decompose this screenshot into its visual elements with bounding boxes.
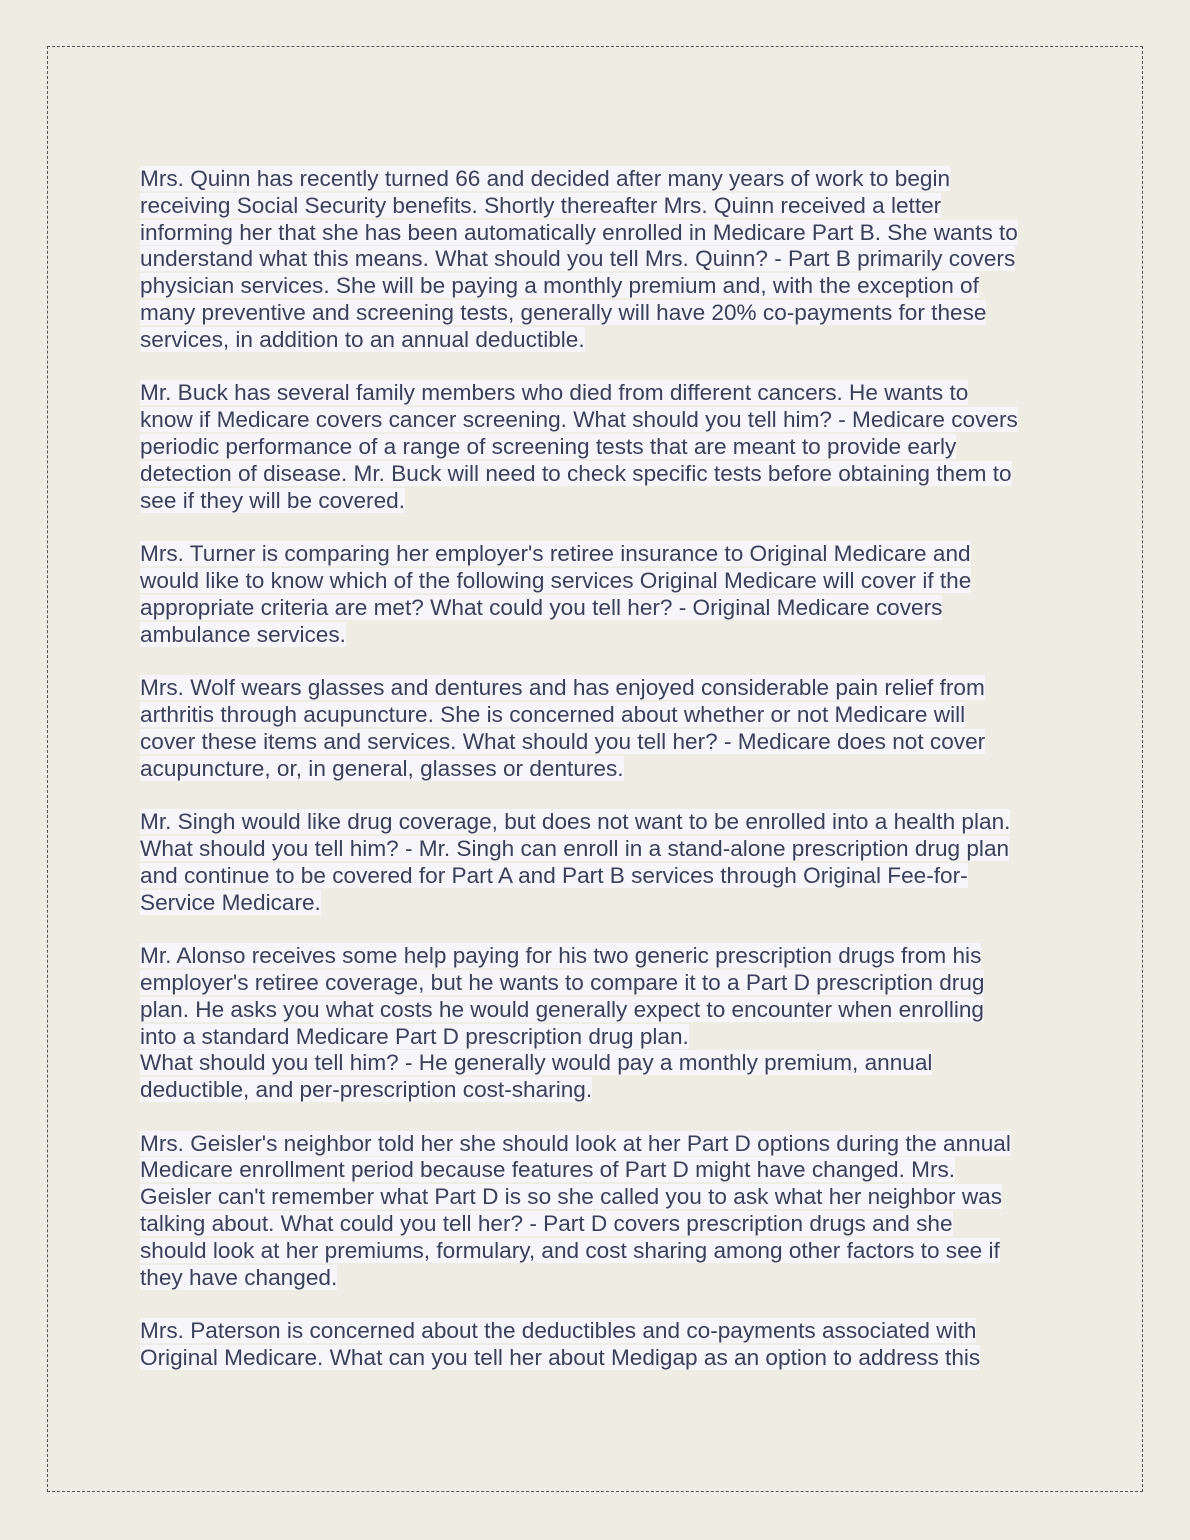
text-line (140, 595, 1055, 622)
text-line-content: Geisler can't remember what Part D is so she called you to ask what her neighbor was (140, 1184, 1003, 1210)
text-line (140, 890, 1055, 917)
text-line (140, 434, 1055, 461)
text-line-content: cover these items and services. What should you tell her? - Medicare does not cover (140, 728, 986, 754)
text-line (140, 246, 1055, 273)
text-line-content: periodic performance of a range of screening tests that are meant to provide early (140, 433, 957, 459)
text-line-content: What should you tell him? - He generally would pay a monthly premium, annual (140, 1050, 933, 1076)
text-line (140, 1024, 1055, 1051)
text-line-content: would like to know which of the following services Original Medicare will cover if the (140, 567, 972, 593)
text-line (140, 220, 1055, 247)
text-line (140, 1184, 1055, 1211)
text-line-content: they have changed. (140, 1264, 338, 1290)
text-line-content: understand what this means. What should you tell Mrs. Quinn? - Part B primarily covers (140, 246, 1016, 272)
text-line (140, 863, 1055, 890)
paragraph (140, 809, 1055, 916)
text-line (140, 1050, 1055, 1077)
text-line-content: Medicare enrollment period because features of Part D might have changed. Mrs. (140, 1157, 956, 1183)
paragraph (140, 675, 1055, 782)
text-line (140, 1211, 1055, 1238)
text-line (140, 943, 1055, 970)
text-line (140, 970, 1055, 997)
text-line (140, 1318, 1055, 1345)
text-line-content: should look at her premiums, formulary, and cost sharing among other factors to see if (140, 1237, 1000, 1263)
text-line (140, 997, 1055, 1024)
text-line-content: know if Medicare covers cancer screening. What should you tell him? - Medicare covers (140, 407, 1018, 433)
text-line (140, 327, 1055, 354)
text-line-content: Mrs. Turner is comparing her employer's retiree insurance to Original Medicare and (140, 541, 971, 567)
text-line (140, 166, 1055, 193)
text-line (140, 809, 1055, 836)
text-line-content: services, in addition to an annual deductible. (140, 326, 585, 352)
text-line-content: see if they will be covered. (140, 487, 405, 513)
text-line-content: receiving Social Security benefits. Shortly thereafter Mrs. Quinn received a letter (140, 192, 942, 218)
text-line-content: Mr. Alonso receives some help paying for his two generic prescription drugs from his (140, 943, 982, 969)
text-line (140, 1077, 1055, 1104)
text-line-content: Mrs. Wolf wears glasses and dentures and has enjoyed considerable pain relief from (140, 675, 985, 701)
text-line-content: informing her that she has been automatically enrolled in Medicare Part B. She wants to (140, 219, 1018, 245)
text-line-content: Mr. Buck has several family members who died from different cancers. He wants to (140, 380, 969, 406)
text-line-content: many preventive and screening tests, generally will have 20% co-payments for these (140, 299, 987, 325)
paragraph (140, 1131, 1055, 1292)
text-line-content: detection of disease. Mr. Buck will need to check specific tests before obtaining them to (140, 460, 1012, 486)
text-line-content: Service Medicare. (140, 889, 321, 915)
paragraph (140, 380, 1055, 514)
text-line-content: physician services. She will be paying a monthly premium and, with the exception of (140, 273, 979, 299)
text-line (140, 380, 1055, 407)
text-line (140, 1157, 1055, 1184)
text-line-content: talking about. What could you tell her? - Part D covers prescription drugs and she (140, 1211, 953, 1237)
text-line-content: appropriate criteria are met? What could you tell her? - Original Medicare covers (140, 594, 943, 620)
text-line (140, 541, 1055, 568)
text-line (140, 300, 1055, 327)
text-line-content: Original Medicare. What can you tell her about Medigap as an option to address this (140, 1345, 981, 1371)
text-line (140, 1238, 1055, 1265)
text-line-content: arthritis through acupuncture. She is concerned about whether or not Medicare will (140, 701, 966, 727)
text-line (140, 622, 1055, 649)
text-line-content: into a standard Medicare Part D prescription drug plan. (140, 1023, 689, 1049)
text-line (140, 1345, 1055, 1372)
text-line (140, 488, 1055, 515)
paragraph (140, 166, 1055, 354)
text-line-content: employer's retiree coverage, but he wants to compare it to a Part D prescription drug (140, 969, 985, 995)
text-line (140, 568, 1055, 595)
text-line (140, 1131, 1055, 1158)
text-line (140, 756, 1055, 783)
text-line-content: deductible, and per-prescription cost-sharing. (140, 1077, 593, 1103)
text-line-content: Mrs. Geisler's neighbor told her she should look at her Part D options during the annual (140, 1130, 1011, 1156)
text-line-content: Mrs. Paterson is concerned about the deductibles and co-payments associated with (140, 1318, 977, 1344)
text-line (140, 836, 1055, 863)
document-body (140, 166, 1055, 1399)
text-line (140, 729, 1055, 756)
text-line (140, 193, 1055, 220)
paragraph (140, 1318, 1055, 1372)
text-line (140, 461, 1055, 488)
paragraph (140, 541, 1055, 648)
text-line (140, 407, 1055, 434)
text-line-content: and continue to be covered for Part A and Part B services through Original Fee-for- (140, 862, 968, 888)
text-line-content: What should you tell him? - Mr. Singh can enroll in a stand-alone prescription drug plan (140, 835, 1010, 861)
text-line-content: Mr. Singh would like drug coverage, but does not want to be enrolled into a health plan. (140, 809, 1011, 835)
text-line (140, 273, 1055, 300)
text-line-content: plan. He asks you what costs he would generally expect to encounter when enrolling (140, 996, 985, 1022)
text-line-content: ambulance services. (140, 621, 346, 647)
text-line (140, 675, 1055, 702)
text-line (140, 702, 1055, 729)
text-line (140, 1265, 1055, 1292)
text-line-content: Mrs. Quinn has recently turned 66 and decided after many years of work to begin (140, 166, 951, 191)
text-line-content: acupuncture, or, in general, glasses or dentures. (140, 755, 624, 781)
paragraph (140, 943, 1055, 1104)
